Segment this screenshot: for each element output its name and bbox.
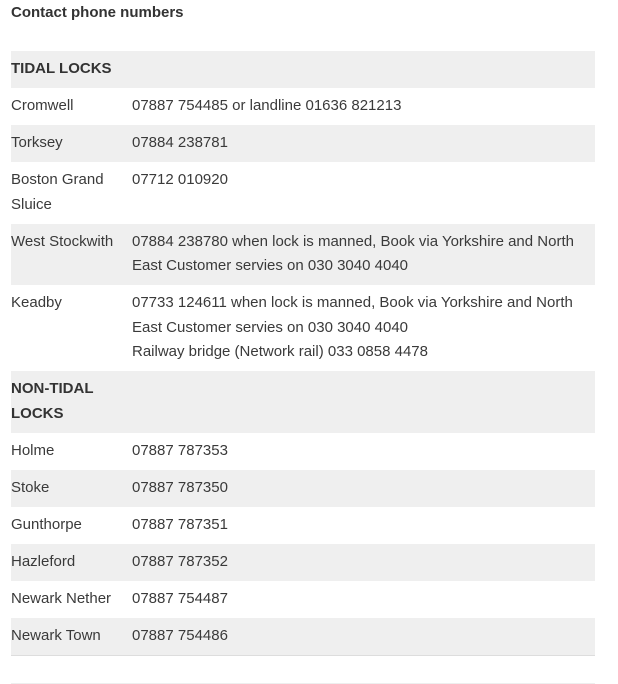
lock-phone: 07887 787353 <box>132 441 228 459</box>
section-heading: NON-TIDAL LOCKS <box>11 371 132 433</box>
table-row-gunthorpe <box>11 507 595 544</box>
page-title: Contact phone numbers <box>11 4 184 21</box>
lock-phone: 07712 010920 <box>132 171 228 189</box>
lock-phone: 07887 787351 <box>132 515 228 533</box>
lock-phone: 07887 754487 <box>132 589 228 607</box>
lock-phone: 07887 787352 <box>132 544 595 581</box>
section-heading: TIDAL LOCKS <box>11 51 132 88</box>
table-row-west-stockwith <box>11 224 595 286</box>
lock-name: Hazleford <box>11 544 132 581</box>
table-row-newark-town <box>11 618 595 656</box>
table-row-torksey <box>11 125 595 162</box>
railway-bridge-phone: Railway bridge (Network rail) 033 0858 4478 <box>132 343 428 361</box>
lock-name: Newark Town <box>11 618 132 656</box>
table-row-newark-nether <box>11 581 595 618</box>
table-row-hazleford <box>11 544 595 581</box>
table-row-keadby <box>11 285 595 371</box>
lock-phone: 07887 787350 <box>132 470 595 507</box>
lock-phone: 07884 238780 when lock is manned, Book via Yorkshire and North East Customer servies on 030 3040 4040 <box>132 224 595 286</box>
table-row-stoke <box>11 470 595 507</box>
table-row-boston-grand-sluice <box>11 162 595 224</box>
lock-name: Newark Nether <box>11 589 112 607</box>
lock-name: Torksey <box>11 125 132 162</box>
lock-phone: 07887 754486 <box>132 618 595 656</box>
section-header-tidal <box>11 51 595 88</box>
lock-name: Keadby <box>11 294 62 312</box>
table-row-holme <box>11 433 595 470</box>
lock-name: West Stockwith <box>11 224 132 286</box>
lock-name: Holme <box>11 441 55 459</box>
lock-name: Cromwell <box>11 97 74 115</box>
contact-table <box>11 51 595 656</box>
lock-name: Boston Grand Sluice <box>11 171 104 213</box>
lock-name: Gunthorpe <box>11 515 82 533</box>
lock-phone: 07887 754485 or landline 01636 821213 <box>132 97 402 115</box>
lock-phone-details <box>132 285 595 371</box>
table-row-cromwell <box>11 88 595 125</box>
lock-phone: 07884 238781 <box>132 125 595 162</box>
section-header-non-tidal <box>11 371 595 433</box>
lock-name: Stoke <box>11 470 132 507</box>
lock-phone: 07733 124611 when lock is manned, Book via Yorkshire and North East Customer servies on 030 3040 4040 <box>132 294 573 336</box>
